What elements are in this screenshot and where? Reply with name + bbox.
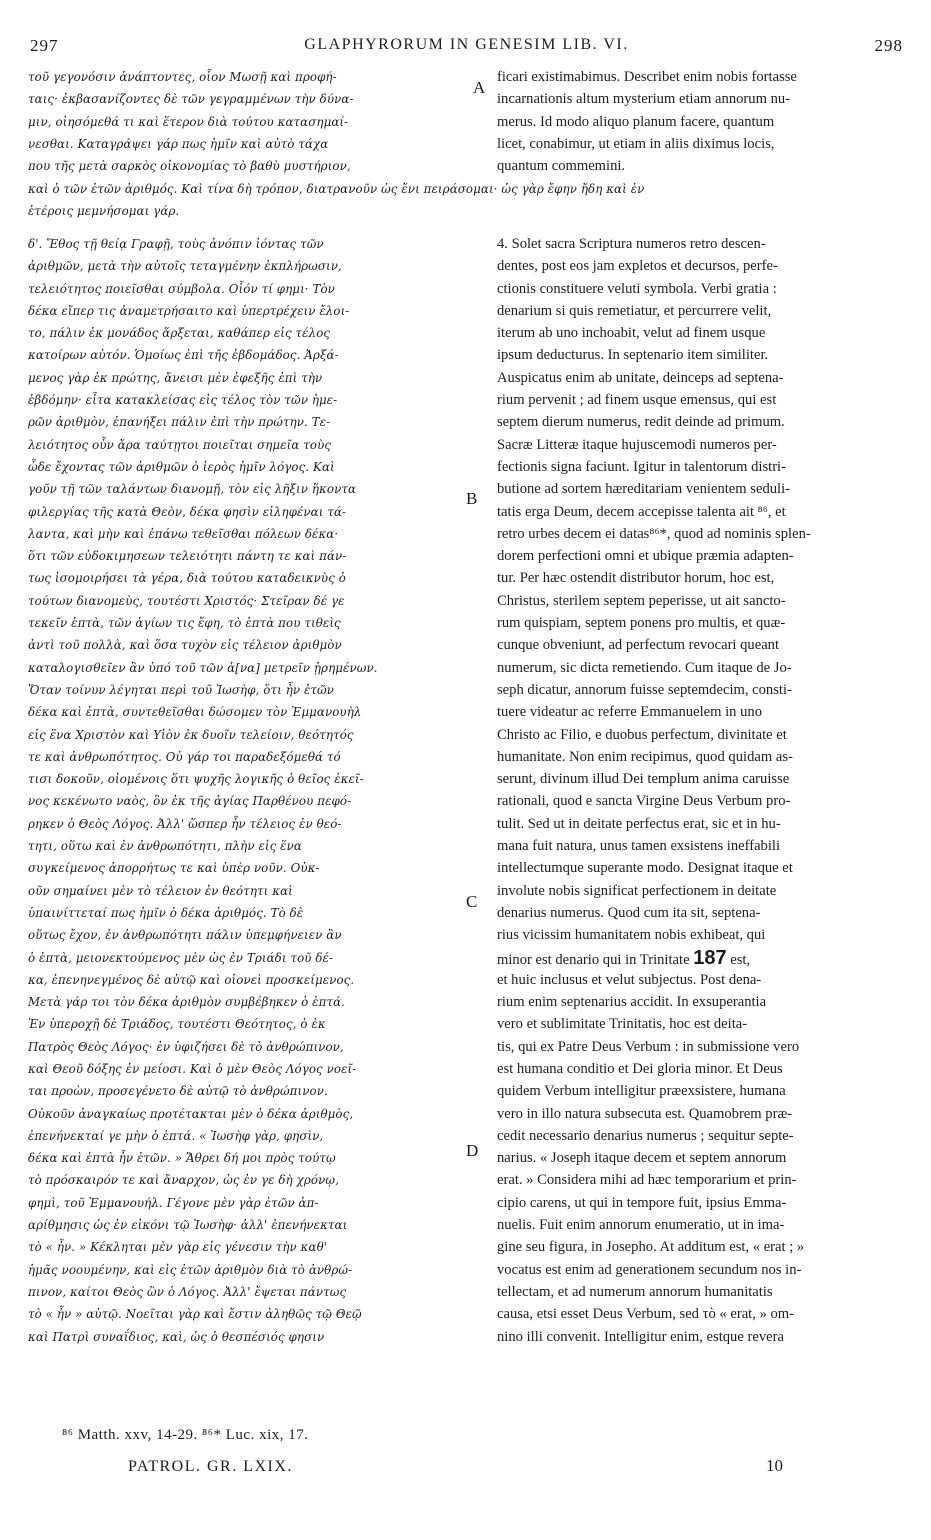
latin-text-line: quantum commemini. bbox=[497, 158, 626, 175]
latin-text-line: numerum, sic dicta remetiendo. Cum itaque de Jo- bbox=[497, 659, 792, 676]
greek-text-line: ἀντὶ τοῦ πολλὰ, καὶ ὅσα τυχὸν εἰς τέλειον ἀριθμὸν bbox=[28, 638, 342, 653]
greek-text-line: τούτων διανομεὺς, τουτέστι Χριστός· Στεῖραν δέ γε bbox=[28, 593, 345, 608]
greek-text-line: ρῶν ἀριθμὸν, ἐπανήξει πάλιν ἐπὶ τὴν πρώτην. Τε- bbox=[28, 415, 331, 430]
latin-text-line: butione ad sortem hæreditariam venientem seduli- bbox=[497, 481, 791, 498]
greek-text-line: τισι δοκοῦν, οἰομένοις ὅτι ψυχῆς λογικῆς ὁ θεῖος ἐκεῖ- bbox=[28, 772, 364, 787]
greek-text-line: τητι, οὕτω καὶ ἐν ἀνθρωπότητι, πλὴν εἰς ἕνα bbox=[28, 839, 302, 854]
latin-text-line: cipio carens, ut qui in tempore fuit, ipsius Emma- bbox=[497, 1194, 787, 1211]
greek-text-line: ρηκεν ὁ Θεὸς Λόγος. Ἀλλ' ὥσπερ ἦν τέλειος ἐν θεό- bbox=[28, 816, 342, 831]
latin-text-line: narius. « Joseph itaque decem et septem annorum bbox=[497, 1150, 787, 1167]
greek-text-line: τεκεῖν ἑπτὰ, τῶν ἁγίων τις ἔφη, τὸ ἑπτὰ που τιθεὶς bbox=[28, 616, 341, 631]
series-footer: PATROL. GR. LXIX. bbox=[128, 1458, 293, 1475]
latin-text-line bbox=[497, 947, 907, 969]
greek-text-line: πινον, καίτοι Θεὸς ὢν ὁ Λόγος. Ἀλλ' ἔψεται πάντως bbox=[28, 1284, 347, 1299]
latin-text-line: septem dierum numerus, redit deinde ad primum. bbox=[497, 414, 785, 431]
greek-text-line: δέκα καὶ ἑπτὰ, συντεθεῖσθαι δώσομεν τὸν Ἐμμανουὴλ bbox=[28, 705, 362, 720]
latin-text-line: quidem Verbum intelligitur præexsistere, humana bbox=[497, 1083, 786, 1100]
latin-text-line: vero et sublimitate Trinitatis, hoc est deita- bbox=[497, 1016, 748, 1033]
latin-text-line: seph dicatur, annorum fuisse septemdecim, consti- bbox=[497, 681, 792, 698]
latin-text-line: et huic inclusus et velut subjectus. Post dena- bbox=[497, 971, 762, 988]
greek-text-line: φιλεργίας τῆς κατὰ Θεὸν, δέκα φησὶν εἰληφέναι τά- bbox=[28, 504, 347, 519]
greek-text-line: ἀριθμῶν, μετὰ τὴν αὐτοῖς τεταγμένην ἐκπλήρωσιν, bbox=[28, 259, 342, 274]
latin-text-line: retro urbes decem ei datas⁸⁶*, quod ad nominis splen- bbox=[497, 525, 811, 542]
greek-text-line: καταλογισθεῖεν ἂν ὑπό τοῦ τῶν ἁ[να] μετρεῖν ᾑρημένων. bbox=[28, 660, 378, 675]
running-header bbox=[30, 36, 903, 60]
page-number-right: 298 bbox=[874, 36, 903, 55]
greek-text-line: το, πάλιν ἐκ μονάδος ἄρξεται, καθάπερ εἰς τέλος bbox=[28, 326, 331, 341]
greek-text-line: μιν, οἰησόμεθά τι καὶ ἕτερον διὰ τούτου κατασημαί- bbox=[28, 114, 349, 129]
greek-text-line: Πατρὸς Θεὸς Λόγος· ἐν ὑφιζήσει δὲ τὸ ἀνθρώπινον, bbox=[28, 1039, 344, 1054]
greek-text-line: φημὶ, τοῦ Ἐμμανουήλ. Γέγονε μὲν γὰρ ἐτῶν ἀπ- bbox=[28, 1195, 319, 1210]
greek-text-line: ἑτέροις μεμνήσομαι γάρ. bbox=[28, 204, 180, 219]
latin-text-line: Auspicatus enim ab unitate, deinceps ad septena- bbox=[497, 369, 784, 386]
page-number-left: 297 bbox=[30, 36, 59, 55]
latin-text-line: tatis erga Deum, decem accepisse talenta ait ⁸⁶, et bbox=[497, 503, 786, 520]
latin-text-line: ficari existimabimus. Describet enim nobis fortasse bbox=[497, 69, 797, 85]
latin-text-line: incarnationis altum mysterium etiam annorum nu- bbox=[497, 91, 791, 108]
latin-text-line: cedit necessario denarius numerus ; sequitur septe- bbox=[497, 1127, 794, 1144]
greek-text-line: ὁ ἑπτὰ, μειονεκτούμενος μὲν ὡς ἐν Τριάδι τοῦ δέ- bbox=[28, 950, 334, 965]
greek-text-line: τὸ « ἦν. » Κέκληται μὲν γὰρ εἰς γένεσιν τὴν καθ' bbox=[28, 1240, 328, 1255]
latin-text-line: vocatus est enim ad generationem secundum nos in- bbox=[497, 1261, 802, 1278]
greek-text-line: οῦν σημαίνει μὲν τὸ τέλειον ἐν θεότητι καὶ bbox=[28, 883, 293, 898]
latin-text-line: gine seu figura, in Josepho. At additum est, « erat ; » bbox=[497, 1239, 805, 1256]
column-number: 187 bbox=[693, 946, 727, 969]
greek-column-top bbox=[28, 66, 488, 177]
greek-text-line: συγκείμενος ἀπορρήτως τε καὶ ὑπὲρ νοῦν. Οὐκ- bbox=[28, 861, 320, 876]
latin-column-top bbox=[497, 66, 907, 177]
latin-text-line: tulit. Sed ut in deitate perfectus erat, sic et in hu- bbox=[497, 815, 781, 832]
greek-text-line: μενος γὰρ ἐκ πρώτης, ἄνεισι μὲν ἐφεξῆς ἐπὶ τὴν bbox=[28, 370, 323, 385]
greek-text-line: τως ἰσομοιρήσει τὰ γέρα, διὰ τούτου καταδεικνὺς ὁ bbox=[28, 571, 346, 586]
latin-text-line: serunt, divinum illud Dei templum anima caruisse bbox=[497, 771, 790, 788]
latin-text-line: involute nobis significat perfectionem in deitate bbox=[497, 882, 777, 899]
greek-text-line: γοῦν τῇ τῶν ταλάντων διανομῇ, τὸν εἰς λῆξιν ἥκοντα bbox=[28, 482, 357, 497]
latin-text-line: 4. Solet sacra Scriptura numeros retro descen- bbox=[497, 236, 766, 252]
latin-text-segment: minor est denario qui in Trinitate bbox=[497, 951, 690, 968]
latin-text-line: rum quispiam, septem ponens pro multis, et quæ- bbox=[497, 615, 786, 632]
latin-text-line: rius vicissim humanitatem nobis exhibeat, qui bbox=[497, 927, 766, 944]
greek-spanning-lines bbox=[28, 178, 908, 223]
running-title: GLAPHYRORUM IN GENESIM LIB. VI. bbox=[304, 36, 629, 53]
latin-text-line: dentes, post eos jam expletos et decursos, perfe- bbox=[497, 258, 778, 275]
greek-text-line: καὶ Πατρὶ συναΐδιος, καὶ, ὡς ὁ θεσπέσιός φησιν bbox=[28, 1329, 325, 1344]
latin-text-line: denarius numerus. Quod cum ita sit, septena- bbox=[497, 904, 761, 921]
greek-text-line: κατοίρων αὐτόν. Ὁμοίως ἐπὶ τῆς ἑβδομάδος. Ἀρξά- bbox=[28, 348, 339, 363]
greek-text-line: καὶ Θεοῦ δόξης ἐν μείοσι. Καὶ ὁ μὲν Θεὸς Λόγος νοεῖ- bbox=[28, 1061, 357, 1076]
greek-text-line: Οὐκοῦν ἀναγκαίως προτέτακται μὲν ὁ δέκα ἀριθμὸς, bbox=[28, 1106, 354, 1121]
margin-letter-b: B bbox=[466, 489, 478, 508]
greek-text-line: τὸ « ἦν » αὐτῷ. Νοεῖται γὰρ καὶ ἔστιν ἀληθῶς τῷ Θεῷ bbox=[28, 1307, 362, 1322]
greek-text-line: ἐπενήνεκταί γε μὴν ὁ ἑπτά. « Ἰωσὴφ γὰρ, φησὶν, bbox=[28, 1128, 324, 1143]
greek-text-line: Μετὰ γάρ τοι τὸν δέκα ἀριθμὸν συμβέβηκεν ὁ ἑπτά. bbox=[28, 995, 346, 1010]
margin-letter-a: A bbox=[473, 78, 486, 97]
greek-text-line: καὶ ὁ τῶν ἐτῶν ἀριθμός. Καὶ τίνα δὴ τρόπον, διατρανοῦν ὡς ἔνι πειράσομαι· ὡς γὰρ ἔφην ἤδη καὶ ἐν bbox=[28, 182, 645, 196]
greek-text-line: νεσθαι. Καταγράψει γάρ πως ἡμῖν καὶ αὐτὸ τάχα bbox=[28, 136, 329, 151]
margin-letter-c: C bbox=[466, 892, 478, 911]
greek-text-line: λαντα, καὶ μὴν καὶ ἐπάνω τεθεῖσθαι πόλεων δέκα· bbox=[28, 526, 339, 541]
latin-text-line: rium pervenit ; ad finem usque emensus, qui est bbox=[497, 392, 777, 409]
greek-text-line: ὧδε ἔχοντας τῶν ἀριθμῶν ὁ ἱερὸς ἡμῖν λόγος. Καὶ bbox=[28, 459, 335, 474]
latin-text-line: est humana conditio et Dei gloria minor. Et Deus bbox=[497, 1060, 783, 1077]
latin-text-line: intellectumque superante modo. Designat itaque et bbox=[497, 860, 793, 877]
latin-text-line: cunque obveniunt, ad perfectum revocari queant bbox=[497, 637, 780, 654]
latin-column-main bbox=[497, 233, 907, 1348]
latin-text-segment: est, bbox=[730, 951, 751, 968]
greek-text-line: Ἐν ὑπεροχῇ δὲ Τριάδος, τουτέστι Θεότητος, ὁ ἐκ bbox=[28, 1017, 326, 1032]
greek-text-line: ταις· ἐκβασανίζοντες δὲ τῶν γεγραμμένων τὴν δύνα- bbox=[28, 92, 354, 107]
greek-text-line: που τῆς μετὰ σαρκὸς οἰκονομίας τὸ βαθὺ μυστήριον, bbox=[28, 159, 351, 174]
greek-text-line: κα, ἐπενηνεγμένος δὲ αὐτῷ καὶ οἱονεὶ προσκείμενος. bbox=[28, 972, 355, 987]
greek-text-line: ται προὼν, προσεγένετο δὲ αὐτῷ τὸ ἀνθρώπινον. bbox=[28, 1084, 328, 1099]
latin-text-line: causa, etsi esset Deus Verbum, sed τὸ « erat, » om- bbox=[497, 1306, 794, 1323]
greek-text-line: λειότητος οὖν ἄρα ταύτῃτοι ποιεῖται σημεῖα τοὺς bbox=[28, 437, 332, 452]
latin-text-line: ipsum deducturus. In septenario item similiter. bbox=[497, 347, 769, 364]
greek-text-line: οὕτως ἔχον, ἐν ἀνθρωπότητι πάλιν ὑπεμφήνειεν ἂν bbox=[28, 928, 342, 943]
latin-text-line: tur. Per hæc ostendit distributor horum, hoc est, bbox=[497, 570, 775, 587]
latin-text-line: tis, qui ex Patre Deus Verbum : in submissione vero bbox=[497, 1038, 800, 1055]
margin-letter-d: D bbox=[466, 1141, 479, 1160]
greek-text-line: τοῦ γεγονόσιν ἀνάπτοντες, οἷον Μωσῇ καὶ προφή- bbox=[28, 70, 337, 84]
latin-text-line: Christus, sterilem septem peperisse, ut ait sancto- bbox=[497, 592, 786, 609]
greek-text-line: δ'. Ἔθος τῇ θείᾳ Γραφῇ, τοὺς ἀνόπιν ἰόντας τῶν bbox=[28, 237, 324, 251]
latin-text-line: denarium si quis remetiatur, et percurrere velit, bbox=[497, 302, 772, 319]
greek-text-line: εἰς ἕνα Χριστὸν καὶ Υἱὸν ἐκ δυοῖν τελείοιν, θεότητός bbox=[28, 727, 354, 742]
latin-text-line: iterum ab uno inchoabit, velut ad finem usque bbox=[497, 325, 766, 342]
latin-text-line: tellectam, et ad numerum annorum humanitatis bbox=[497, 1283, 773, 1300]
latin-text-line: nuelis. Fuit enim annorum enumeratio, ut in ima- bbox=[497, 1217, 785, 1234]
greek-text-line: Ὅταν τοίνυν λέγηται περὶ τοῦ Ἰωσὴφ, ὅτι ἦν ἐτῶν bbox=[28, 682, 335, 697]
greek-text-line: ὑπαινίττεταί πως ἡμῖν ὁ δέκα ἀριθμός. Τὸ δὲ bbox=[28, 905, 304, 920]
latin-text-line: vero in illo natura subsecuta est. Quamobrem præ- bbox=[497, 1105, 793, 1122]
greek-text-line: αρίθμησις ὡς ἐν εἰκόνι τῷ Ἰωσὴφ· ἀλλ' ἐπενήνεκται bbox=[28, 1218, 348, 1233]
latin-text-line: rium enim septenarius accidit. In exsuperantia bbox=[497, 994, 767, 1011]
greek-text-line: ὅτι τῶν εὐδοκιμησεων τελειότητι πάντη τε καὶ πάν- bbox=[28, 549, 347, 564]
greek-text-line: δέκα εἴπερ τις ἀναμετρήσαιτο καὶ ὑπερτρέχειν ἔλοι- bbox=[28, 303, 350, 318]
latin-text-line: humanitate. Non enim recipimus, quod quidam as- bbox=[497, 748, 793, 765]
latin-text-line: tuere videatur ac referre Emmanuelem in uno bbox=[497, 704, 762, 721]
latin-text-line: ctionis constituere veluti symbola. Verbi gratia : bbox=[497, 280, 777, 297]
greek-text-line: δέκα καὶ ἑπτὰ ἦν ἐτῶν. » Ἄθρει δή μοι πρὸς τούτῳ bbox=[28, 1151, 336, 1166]
greek-text-line: τε καὶ ἀνθρωπότητος. Οὐ γάρ τοι παραδεξόμεθά τό bbox=[28, 749, 341, 764]
greek-column-main bbox=[28, 233, 488, 1348]
latin-text-line: merus. Id modo aliquo planum facere, quantum bbox=[497, 113, 775, 130]
latin-text-line: dorem perfectioni omni et ubique præmia adapten- bbox=[497, 548, 794, 565]
footnote: ⁸⁶ Matth. xxv, 14-29. ⁸⁶* Luc. xix, 17. bbox=[62, 1427, 309, 1443]
greek-text-line: τὸ πρόσκαιρόν τε καὶ ἄναρχον, ὡς ἐν γε δὴ χρόνῳ, bbox=[28, 1173, 339, 1188]
latin-text-line: fectionis signa faciunt. Igitur in talentorum distri- bbox=[497, 458, 786, 475]
greek-text-line: ἡμᾶς νοουμένην, καὶ εἰς ἐτῶν ἀριθμὸν διὰ τὸ ἀνθρώ- bbox=[28, 1262, 353, 1277]
latin-text-line: Sacræ Litteræ itaque hujuscemodi numeros per- bbox=[497, 436, 777, 453]
latin-text-line: licet, conabimur, ut etiam in aliis diximus locis, bbox=[497, 135, 775, 152]
greek-text-line: νος κεκένωτο ναὸς, ὃν ἐκ τῆς ἁγίας Παρθένου πεφό- bbox=[28, 794, 352, 809]
latin-text-line: mana fuit natura, unus tamen exsistens ineffabili bbox=[497, 838, 781, 855]
signature-number: 10 bbox=[766, 1456, 783, 1475]
latin-text-line: nino illi convenit. Intelligitur enim, estque revera bbox=[497, 1328, 784, 1345]
greek-text-line: ἑβδόμην· εἶτα κατακλείσας εἰς τέλος τὸν τῶν ἡμε- bbox=[28, 393, 338, 408]
latin-text-line: erat. » Considera mihi ad hæc temporarium et prin- bbox=[497, 1172, 797, 1189]
latin-text-line: rationali, quod e sancta Virgine Deus Verbum pro- bbox=[497, 793, 791, 810]
latin-text-line: Christo ac Filio, e duobus perfectum, divinitate et bbox=[497, 726, 787, 743]
greek-text-line: τελειότητος ποιεῖσθαι σύμβολα. Οἷόν τί φημι· Τὸν bbox=[28, 281, 335, 296]
